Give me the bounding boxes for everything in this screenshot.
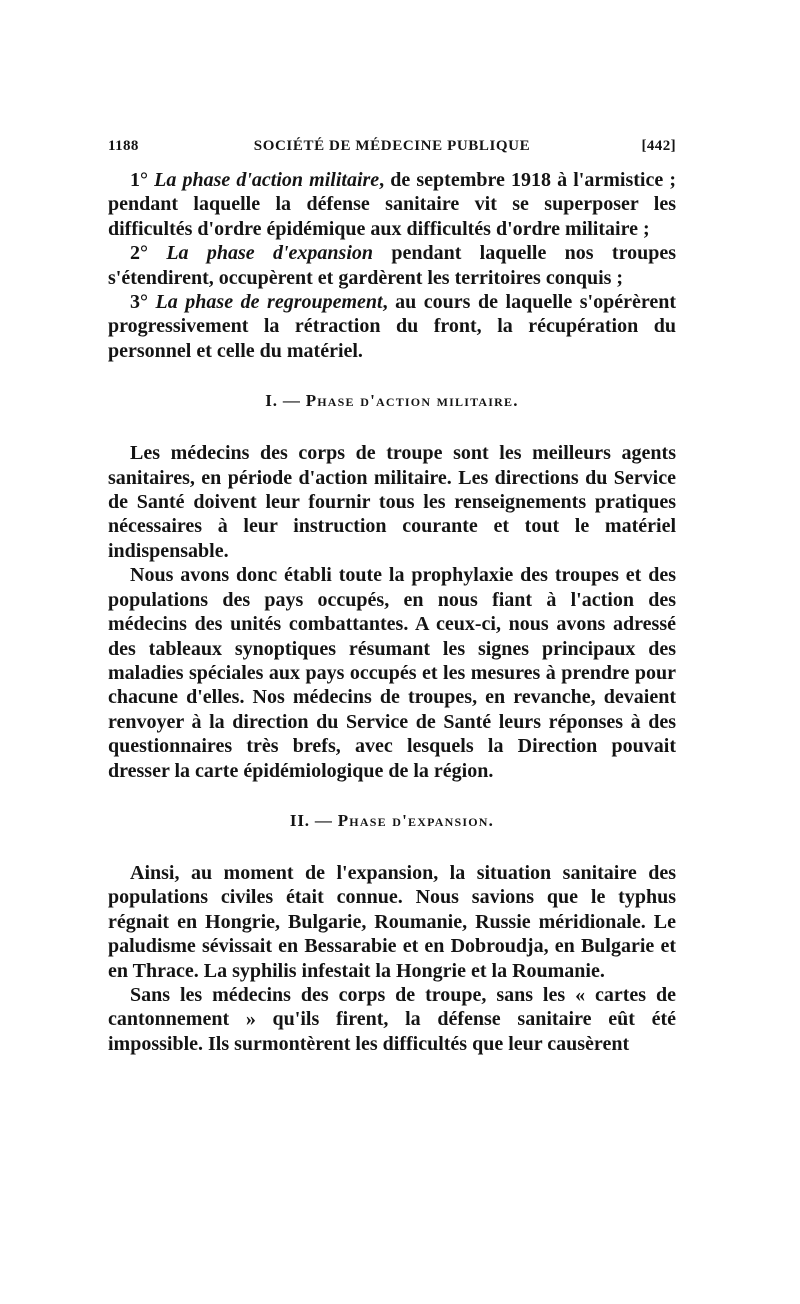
section-body xyxy=(108,861,676,1056)
paragraph: Sans les médecins des corps de troupe, sans les « cartes de cantonnement » qu'ils firent, la défense sanitaire eût été impossible. Ils surmontèrent les difficultés que leur causèrent xyxy=(108,983,676,1055)
document-page xyxy=(108,138,676,1056)
list-item-number: 1° xyxy=(130,169,148,191)
list-item-text: , au cours de laquelle s'opérèrent progressivement la rétraction du front, la récupération du personnel et celle du matériel. xyxy=(108,291,676,362)
phase-name: La phase d'expansion xyxy=(166,242,373,265)
section-heading xyxy=(108,811,676,831)
section-heading xyxy=(108,391,676,411)
paragraph: Ainsi, au moment de l'expansion, la situation sanitaire des populations civiles était connue. Nous savions que le typhus régnait en Hongrie, Bulgarie, Roumanie, Russie méridionale. Le paludisme sévissait en Bessarabie et en Dobroudja, en Bulgarie et en Thrace. La syphilis infestait la Hongrie et la Roumanie. xyxy=(108,861,676,982)
section-title: Phase d'expansion. xyxy=(337,810,495,830)
section-body xyxy=(108,441,676,783)
phase-name: La phase d'action militaire xyxy=(154,169,380,191)
list-item-text: pendant laquelle nos troupes s'étendirent, occupèrent et gardèrent les territoires conquis ; xyxy=(108,242,676,289)
list-item xyxy=(108,241,676,290)
list-item xyxy=(108,168,676,241)
list-item-text: , de septembre 1918 à l'armistice ; pendant laquelle la défense sanitaire vit se superposer les difficultés d'ordre épidémique aux difficultés d'ordre militaire ; xyxy=(108,169,676,240)
phase-name: La phase de regroupement xyxy=(155,291,383,314)
paragraph: Les médecins des corps de troupe sont les meilleurs agents sanitaires, en période d'action militaire. Les directions du Service de Santé doivent leur fournir tous les renseignements pratiques nécessaires à leur instruction courante et tout le matériel indispensable. xyxy=(108,442,676,562)
list-item-number: 2° xyxy=(130,242,148,265)
list-item xyxy=(108,290,676,363)
list-item-number: 3° xyxy=(130,291,148,314)
section-numeral: I. — xyxy=(265,391,301,411)
section-numeral: II. — xyxy=(289,810,333,830)
bracket-page-number: [442] xyxy=(641,138,676,154)
paragraph: Nous avons donc établi toute la prophylaxie des troupes et des populations des pays occupés, en nous fiant à l'action des médecins des unités combattantes. A ceux-ci, nous avons adressé des tableaux synoptiques résumant les signes principaux des maladies spéciales aux pays occupés et les mesures à prendre pour chacune d'elles. Nos médecins de troupes, en revanche, devaient renvoyer à la direction du Service de Santé leurs réponses à des questionnaires très brefs, avec lesquels la Direction pouvait dresser la carte épidémiologique de la région. xyxy=(108,564,676,782)
intro-list xyxy=(108,168,676,363)
page-number: 1188 xyxy=(108,138,139,154)
section-title: Phase d'action militaire. xyxy=(305,391,519,411)
running-head xyxy=(108,138,676,168)
journal-title: SOCIÉTÉ DE MÉDECINE PUBLIQUE xyxy=(253,138,531,154)
